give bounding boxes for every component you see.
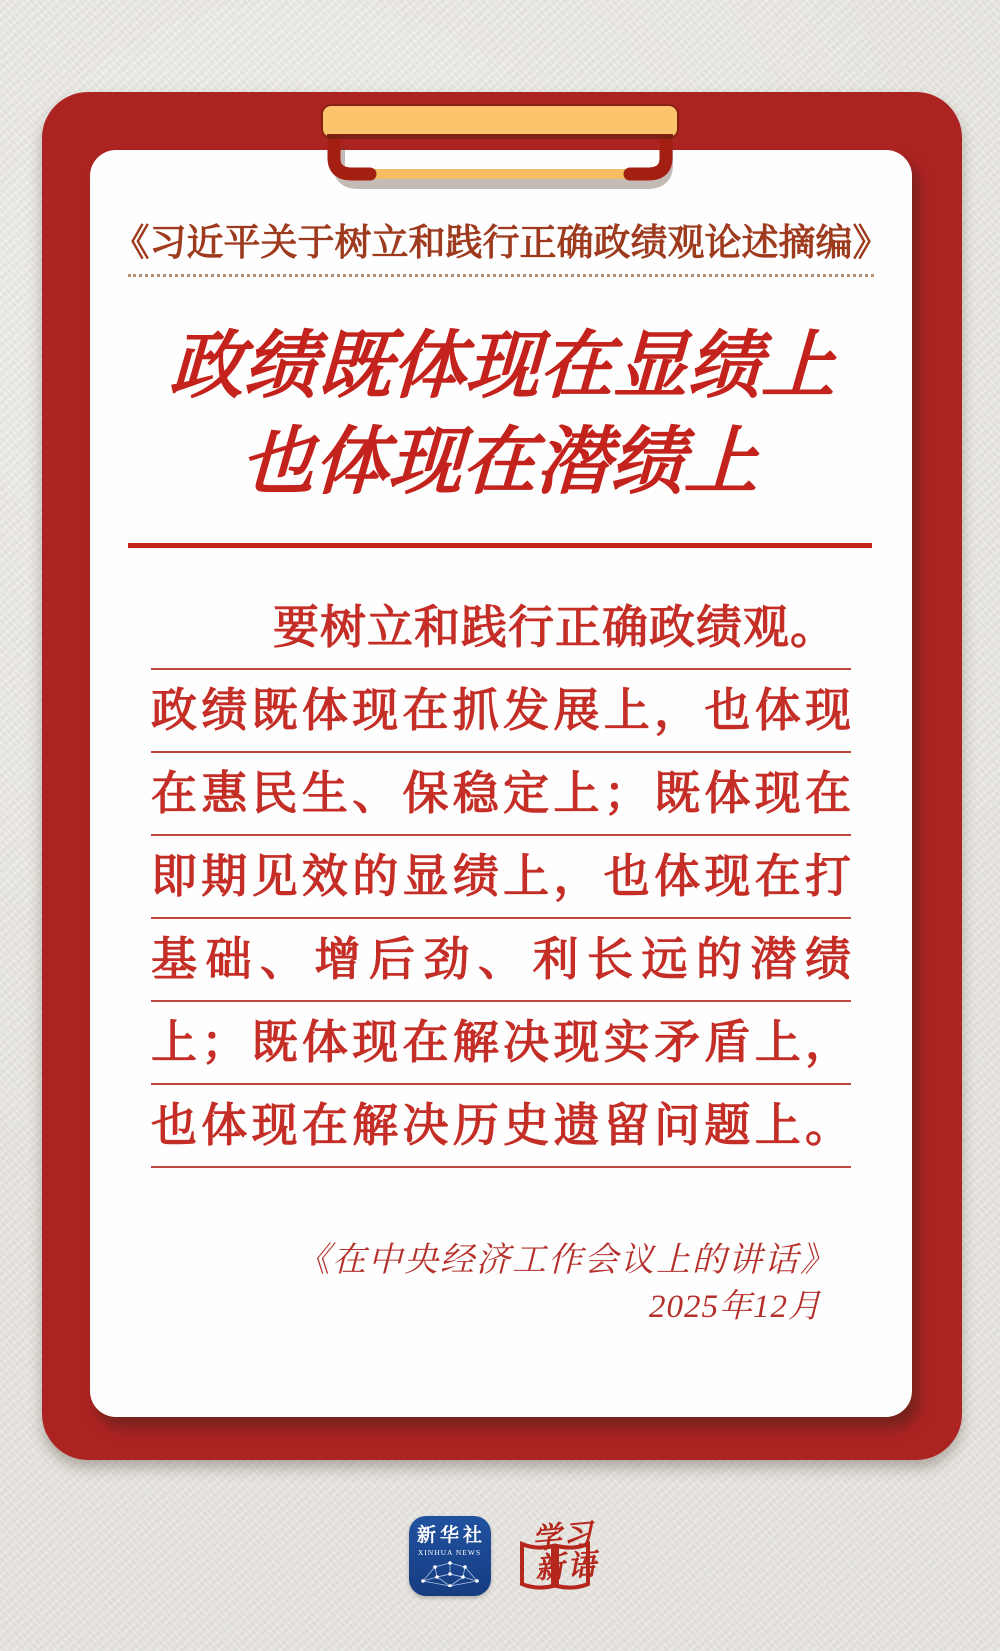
xinhua-logo-text: 新华社 [416, 1525, 486, 1546]
title-underline [128, 543, 872, 548]
xinhua-news-logo [409, 1516, 491, 1596]
quote-line: 政绩既体现在抓发展上，也体现 [151, 670, 851, 753]
dotted-divider [128, 274, 874, 277]
quote-line: 上；既体现在解决现实矛盾上， [151, 1002, 851, 1085]
quote-line: 即期见效的显绩上，也体现在打 [151, 836, 851, 919]
quote-body [151, 587, 851, 1168]
footer-logos [0, 1516, 1000, 1596]
xinhua-logo-subtitle: XINHUA NEWS [417, 1548, 482, 1557]
quote-line: 也体现在解决历史遗留问题上。 [151, 1085, 851, 1168]
xuexi-xinyu-logo [518, 1516, 600, 1594]
clipboard-clip-icon [318, 102, 682, 194]
xuexi-logo-line1: 学习 [530, 1516, 596, 1556]
xuexi-logo-line2: 新语 [533, 1546, 600, 1586]
main-title [87, 318, 916, 510]
quote-line: 基础、增后劲、利长远的潜绩 [151, 919, 851, 1002]
main-title-line2: 也体现在潜绩上 [238, 419, 760, 505]
main-title-line1: 政绩既体现在显绩上 [168, 323, 838, 409]
quote-card [90, 150, 912, 1417]
quote-source: 《在中央经济工作会议上的讲话》 [296, 1242, 836, 1279]
quote-line: 要树立和践行正确政绩观。 [151, 587, 851, 670]
network-globe-icon [417, 1559, 483, 1587]
quote-line: 在惠民生、保稳定上；既体现在 [151, 753, 851, 836]
booklet-title: 《习近平关于树立和践行正确政绩观论述摘编》 [112, 222, 890, 263]
quote-date: 2025年12月 [649, 1289, 822, 1325]
